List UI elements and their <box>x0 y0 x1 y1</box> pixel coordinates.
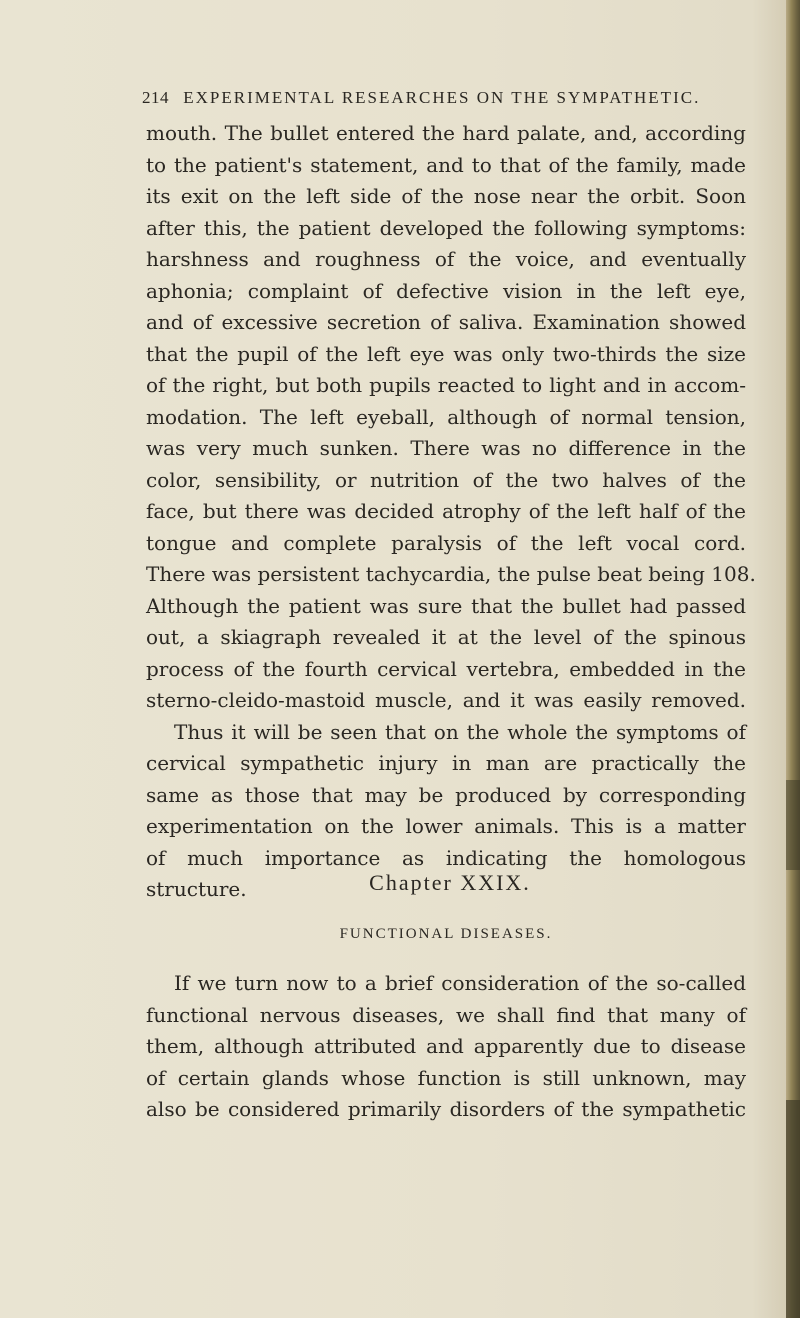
text-line: If we turn now to a brief consideration of the so-called <box>174 971 746 995</box>
text-line: There was persistent tachycardia, the pulse beat being 108. <box>146 562 756 586</box>
text-line: functional nervous diseases, we shall find that many of <box>146 1002 746 1027</box>
text-line: Thus it will be seen that on the whole the symptoms of <box>174 719 746 744</box>
text-line: also be considered primarily disorders of the sympathetic <box>146 1097 746 1121</box>
text-line: modation. The left eyeball, although of normal tension, <box>146 404 746 429</box>
text-line: color, sensibility, or nutrition of the two halves of the <box>146 467 746 492</box>
text-line: mouth. The bullet entered the hard palate, and, according <box>146 121 746 145</box>
text-line: that the pupil of the left eye was only two-thirds the size <box>146 341 746 366</box>
text-line: process of the fourth cervical vertebra, embedded in the <box>146 656 746 681</box>
text-line: aphonia; complaint of defective vision in the left eye, <box>146 278 746 303</box>
text-line: of certain glands whose function is still unknown, may <box>146 1065 746 1090</box>
running-title: EXPERIMENTAL RESEARCHES ON THE SYMPATHETIC. <box>183 88 701 107</box>
text-line: was very much sunken. There was no difference in the <box>146 436 746 460</box>
body-text <box>146 118 756 906</box>
page-number: 214 <box>142 88 169 107</box>
running-header <box>142 88 742 108</box>
text-line: of much importance as indicating the homologous <box>146 845 746 870</box>
text-line: sterno-cleido-mastoid muscle, and it was easily removed. <box>146 688 746 712</box>
text-line: out, a skiagraph revealed it at the level of the spinous <box>146 625 746 649</box>
chapter-heading: Chapter XXIX. <box>369 870 531 895</box>
chapter-subtitle: FUNCTIONAL DISEASES. <box>339 926 553 942</box>
page-edge-shadow <box>786 780 800 870</box>
text-line: of the right, but both pupils reacted to light and in accom- <box>146 373 746 397</box>
text-line: Although the patient was sure that the bullet had passed <box>146 593 746 618</box>
paragraph-3 <box>146 968 746 1126</box>
text-line: same as those that may be produced by corresponding <box>146 782 746 807</box>
text-line: after this, the patient developed the following symptoms: <box>146 215 746 240</box>
text-line: its exit on the left side of the nose near the orbit. Soon <box>146 184 746 208</box>
text-line: them, although attributed and apparently due to disease <box>146 1034 746 1058</box>
paragraph-1 <box>146 118 756 717</box>
text-line: tongue and complete paralysis of the left vocal cord. <box>146 530 746 555</box>
text-line: experimentation on the lower animals. This is a matter <box>146 814 746 838</box>
text-line: and of excessive secretion of saliva. Examination showed <box>146 310 746 334</box>
page-edge-shadow <box>786 1100 800 1318</box>
text-line: face, but there was decided atrophy of the left half of the <box>146 499 746 523</box>
text-line: cervical sympathetic injury in man are practically the <box>146 751 746 775</box>
text-line: harshness and roughness of the voice, and eventually <box>146 247 746 271</box>
text-line: to the patient's statement, and to that of the family, made <box>146 152 746 177</box>
text-line: structure. <box>146 877 247 901</box>
